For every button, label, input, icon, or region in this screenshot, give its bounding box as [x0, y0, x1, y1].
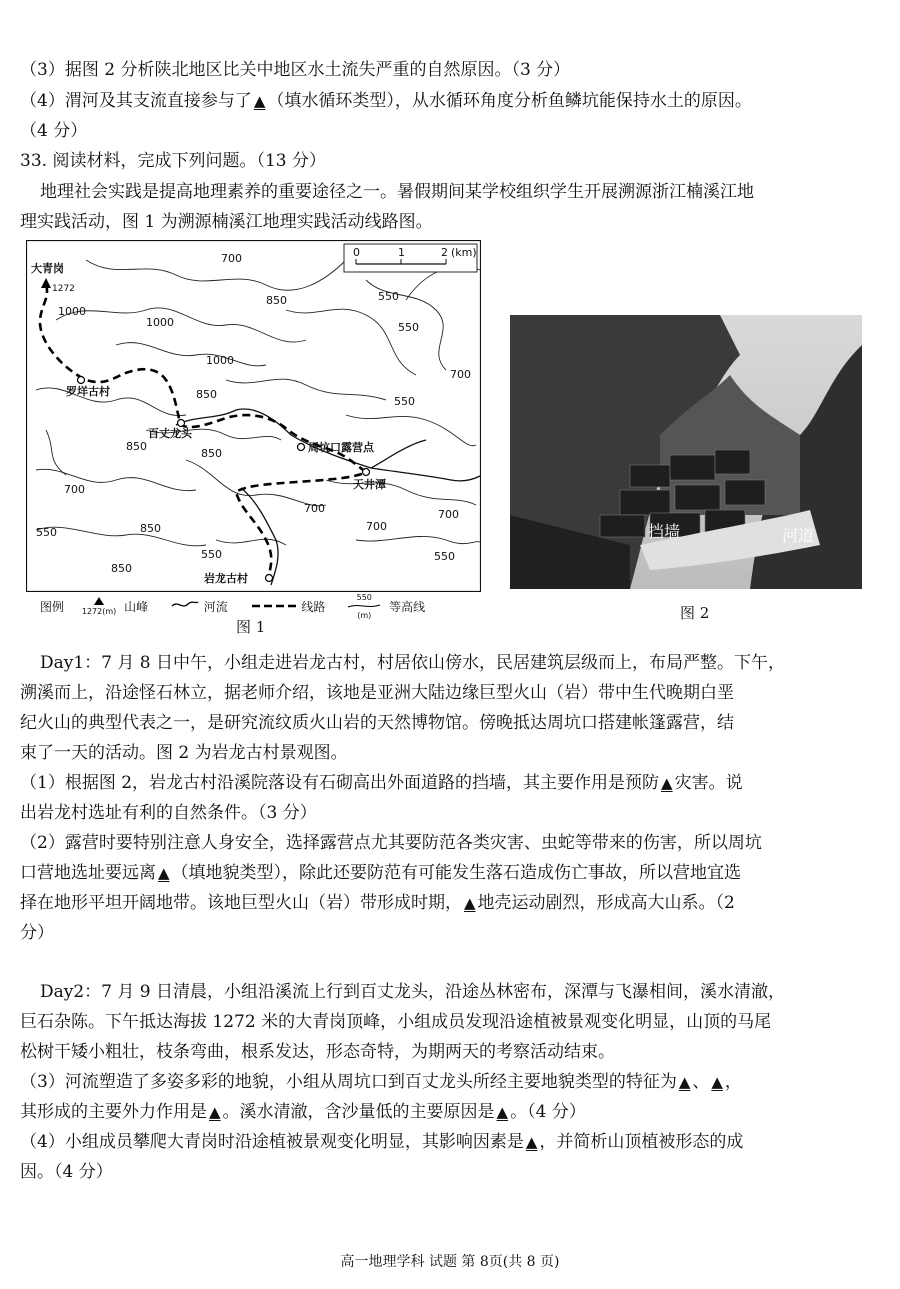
contour-label: 550: [378, 290, 399, 303]
peak-icon: [94, 597, 104, 605]
contour-label: 700: [450, 368, 471, 381]
village-marker: [363, 469, 370, 476]
page-footer: 高一地理学科 试题 第 8页(共 8 页): [340, 1254, 560, 1270]
figure-1-caption: 图 1: [236, 618, 266, 636]
route-icon: [250, 602, 298, 610]
answer-blank: ▲: [661, 774, 673, 792]
day1-line-3: 纪火山的典型代表之一，是研究流纹质火山岩的天然博物馆。傍晚抵达周坑口搭建帐篷露营，结: [20, 713, 734, 733]
question-1-cont: 出岩龙村选址有利的自然条件。（3 分）: [20, 803, 317, 823]
contour-label: 550: [398, 321, 419, 334]
answer-blank: ▲: [253, 92, 266, 110]
contour-label: 1000: [206, 354, 234, 367]
question-4-cont: 因。（4 分）: [20, 1162, 113, 1182]
question-2-score: 分）: [20, 923, 54, 943]
scale-0: 0: [353, 246, 360, 259]
day2-line-1: Day2：7 月 9 日清晨，小组沿溪流上行到百丈龙头，沿途丛林密布，深潭与飞瀑相间，溪水清澈，: [40, 982, 786, 1002]
day2-line-3: 松树干矮小粗壮，枝条弯曲，根系发达，形态奇特，为期两天的考察活动结束。: [20, 1042, 615, 1062]
figure-2-caption: 图 2: [680, 604, 710, 622]
question-4-score: （4 分）: [20, 121, 88, 141]
peak-name: 大青岗: [31, 262, 64, 275]
legend-peak-sample: 1272(m): [81, 606, 117, 616]
question-3: （3）河流塑造了多姿多彩的地貌，小组从周坑口到百丈龙头所经主要地貌类型的特征为 ▲ 、 ▲ ，: [20, 1072, 742, 1092]
map-legend: [40, 593, 425, 620]
contour-label: 700: [366, 520, 387, 533]
photo-label-wall: 挡墙: [648, 522, 681, 541]
intro-line-1: 地理社会实践是提高地理素养的重要途径之一。暑假期间某学校组织学生开展溯源浙江楠溪江地: [40, 182, 754, 202]
legend-title: 图例: [40, 599, 65, 614]
question-1: （1）根据图 2，岩龙古村沿溪院落设有石砌高出外面道路的挡墙，其主要作用是预防 ▲ 灾害。说: [20, 773, 743, 793]
village-yanlong: 岩龙古村: [204, 572, 248, 585]
contour-label: 700: [221, 252, 242, 265]
day1-line-4: 束了一天的活动。图 2 为岩龙古村景观图。: [20, 743, 348, 763]
village-luoyang: 罗垟古村: [66, 385, 110, 398]
answer-blank: ▲: [525, 1133, 538, 1151]
village-marker: [178, 420, 185, 427]
answer-blank: ▲: [209, 1103, 221, 1121]
route-map: [26, 240, 481, 592]
village-photo: [510, 315, 862, 589]
question-3-prev: （3）据图 2 分析陕北地区比关中地区水土流失严重的自然原因。（3 分）: [20, 60, 571, 80]
question-33-title: 33. 阅读材料，完成下列问题。（13 分）: [20, 151, 326, 171]
contour-label: 550: [36, 526, 57, 539]
village-marker: [298, 444, 305, 451]
contour-label: 550: [201, 548, 222, 561]
question-4: （4）小组成员攀爬大青岗时沿途植被景观变化明显，其影响因素是 ▲ ，并简析山顶植被形态的成: [20, 1132, 744, 1152]
answer-blank: ▲: [711, 1073, 723, 1091]
scale-1: 1: [398, 246, 405, 259]
village-marker: [78, 377, 85, 384]
question-2-cont-2: 择在地形平坦开阔地带。该地巨型火山（岩）带形成时期， ▲ 地壳运动剧烈，形成高大山系。（2: [20, 893, 735, 913]
contour-label: 700: [64, 483, 85, 496]
contour-label: 550: [394, 395, 415, 408]
contour-label: 850: [111, 562, 132, 575]
legend-peak: 山峰: [124, 599, 149, 614]
question-4-prev: （4）渭河及其支流直接参与了 ▲ （填水循环类型），从水循环角度分析鱼鳞坑能保持水土的原因。: [20, 91, 752, 111]
campsite-zhoukengkou: 周坑口露营点: [308, 441, 374, 454]
question-2: （2）露营时要特别注意人身安全，选择露营点尤其要防范各类灾害、虫蛇等带来的伤害，所以周坑: [20, 833, 762, 853]
answer-blank: ▲: [496, 1103, 509, 1121]
contour-label: 550: [434, 550, 455, 563]
legend-route: 线路: [301, 599, 326, 614]
photo-label-road: 河道: [782, 526, 815, 545]
village-marker: [266, 575, 273, 582]
river-icon: [170, 598, 200, 610]
day1-line-2: 溯溪而上，沿途怪石林立，据老师介绍，该地是亚洲大陆边缘巨型火山（岩）带中生代晚期白垩: [20, 683, 734, 703]
tianjingtan: 天井潭: [353, 478, 386, 491]
contour-label: 850: [196, 388, 217, 401]
legend-river: 河流: [203, 599, 228, 614]
legend-contour-unit: (m): [357, 611, 372, 620]
day1-line-1: Day1：7 月 8 日中午，小组走进岩龙古村，村居依山傍水，民居建筑层级而上，布局严整。下午，: [40, 653, 786, 673]
contour-label: 1000: [58, 305, 86, 318]
contour-label: 850: [266, 294, 287, 307]
answer-blank: ▲: [678, 1073, 691, 1091]
scale-unit: (km): [451, 246, 477, 259]
question-2-cont-1: 口营地选址要远离 ▲ （填地貌类型），除此还要防范有可能发生落石造成伤亡事故，所以营地宜选: [20, 863, 742, 883]
village-baizhang: 百丈龙头: [148, 427, 192, 440]
question-3-cont: 其形成的主要外力作用是 ▲ 。溪水清澈，含沙量低的主要原因是 ▲ 。（4 分）: [20, 1102, 586, 1122]
scale-2: 2: [441, 246, 448, 259]
contour-icon: [347, 603, 381, 609]
legend-contour-sample: 550: [356, 593, 372, 602]
answer-blank: ▲: [158, 864, 170, 882]
peak-elevation: 1272: [52, 284, 75, 294]
contour-label: 850: [140, 522, 161, 535]
day2-line-2: 巨石杂陈。下午抵达海拔 1272 米的大青岗顶峰，小组成员发现沿途植被景观变化明显，山顶的马尾: [20, 1012, 772, 1032]
intro-line-2: 理实践活动，图 1 为溯源楠溪江地理实践活动线路图。: [20, 212, 433, 232]
contour-label: 700: [304, 502, 325, 515]
legend-contour: 等高线: [389, 599, 426, 614]
contour-label: 1000: [146, 316, 174, 329]
contour-label: 700: [438, 508, 459, 521]
contour-label: 850: [201, 447, 222, 460]
contour-label: 850: [126, 440, 147, 453]
answer-blank: ▲: [464, 894, 476, 912]
